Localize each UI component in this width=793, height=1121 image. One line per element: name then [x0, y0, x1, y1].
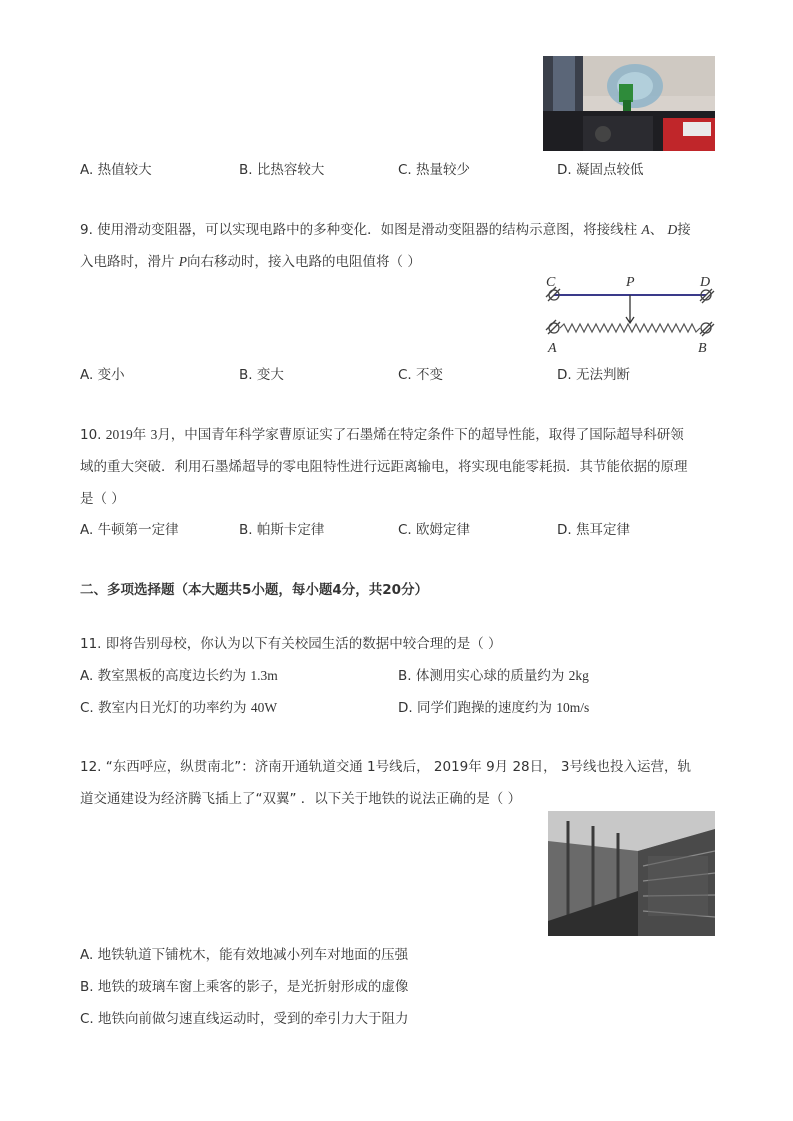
q12-option-a[interactable]: A. 地铁轨道下铺枕木，能有效地减小列车对地面的压强 — [80, 947, 409, 963]
q12-stem-line1: 12. “东西呼应，纵贯南北”：济南开通轨道交通 1号线后， 2019年 9月 28日， 3号线也投入运营，轨 — [80, 759, 692, 775]
q8-option-d[interactable]: D. 凝固点较低 — [557, 162, 644, 178]
q9-text-end: 向右移动时，接入电路的电阻值将（ ） — [187, 254, 421, 270]
q9-sep: 、 — [649, 222, 668, 238]
q10-text: 年 — [132, 427, 151, 443]
q9-stem-line2 — [80, 250, 421, 270]
q10-month: 3 — [150, 427, 158, 442]
q10-year: 2019 — [105, 427, 133, 442]
q10-option-d[interactable]: D. 焦耳定律 — [557, 522, 630, 538]
q11-option-c-value: 40W — [250, 700, 278, 715]
q12-option-b[interactable]: B. 地铁的玻璃车窗上乘客的影子，是光折射形成的虚像 — [80, 979, 409, 995]
q9-label-c: C — [546, 275, 556, 290]
q10-text-rest: 月，中国青年科学家曹原证实了石墨烯在特定条件下的超导性能，取得了国际超导科研领 — [157, 427, 684, 443]
q9-text: 9. 使用滑动变阻器，可以实现电路中的多种变化．如图是滑动变阻器的结构示意图，将接线柱 — [80, 222, 642, 238]
q9-option-a[interactable]: A. 变小 — [80, 367, 125, 383]
q8-option-b[interactable]: B. 比热容较大 — [239, 162, 325, 178]
q10-option-c[interactable]: C. 欧姆定律 — [398, 522, 471, 538]
q11-option-b[interactable] — [398, 664, 589, 684]
q9-terminal-d: D — [667, 222, 678, 237]
section-heading-multiple-choice: 二、多项选择题（本大题共5小题，每小题4分，共20分） — [80, 582, 429, 598]
q11-option-a[interactable] — [80, 664, 278, 684]
q9-text: 入电路时，滑片 — [80, 254, 179, 270]
q9-text-end: 接 — [677, 222, 691, 238]
q11-option-c-text: C. 教室内日光灯的功率约为 — [80, 700, 251, 716]
q8-photo-car-antifreeze — [543, 56, 715, 151]
q10-stem-line1 — [80, 423, 684, 443]
q10-option-a[interactable]: A. 牛顿第一定律 — [80, 522, 179, 538]
q11-option-a-value: 1.3m — [250, 668, 278, 683]
q8-option-c[interactable]: C. 热量较少 — [398, 162, 471, 178]
q11-option-c[interactable] — [80, 696, 277, 716]
q12-photo-subway — [548, 811, 715, 936]
q9-slider-p: P — [178, 254, 188, 269]
q11-option-a-text: A. 教室黑板的高度边长约为 — [80, 668, 251, 684]
q9-label-d: D — [700, 275, 711, 290]
q8-option-a[interactable]: A. 热值较大 — [80, 162, 152, 178]
q11-option-d-value: 10m/s — [556, 700, 590, 715]
q11-option-b-value: 2kg — [568, 668, 589, 683]
q9-label-b: B — [698, 341, 707, 356]
q10-stem-line3: 是（ ） — [80, 491, 125, 507]
q12-stem-line2: 道交通建设为经济腾飞插上了“双翼” ．以下关于地铁的说法正确的是（ ） — [80, 791, 522, 807]
q10-option-b[interactable]: B. 帕斯卡定律 — [239, 522, 325, 538]
q9-stem-line1 — [80, 218, 691, 238]
q11-option-d-text: D. 同学们跑操的速度约为 — [398, 700, 557, 716]
q10-stem-line2: 域的重大突破．利用石墨烯超导的零电阻特性进行远距离输电，将实现电能零耗损．其节能依据的原理 — [80, 459, 688, 475]
q9-rheostat-diagram — [540, 272, 720, 357]
q10-number: 10. — [80, 427, 106, 443]
q9-option-b[interactable]: B. 变大 — [239, 367, 284, 383]
q9-terminal-a: A — [641, 222, 650, 237]
q11-stem: 11. 即将告别母校，你认为以下有关校园生活的数据中较合理的是（ ） — [80, 636, 502, 652]
q11-option-d[interactable] — [398, 696, 589, 716]
q9-label-a: A — [548, 341, 557, 356]
q12-option-c[interactable]: C. 地铁向前做匀速直线运动时，受到的牵引力大于阻力 — [80, 1011, 409, 1027]
q11-option-b-text: B. 体测用实心球的质量约为 — [398, 668, 569, 684]
q9-option-d[interactable]: D. 无法判断 — [557, 367, 630, 383]
q9-option-c[interactable]: C. 不变 — [398, 367, 444, 383]
q9-label-p: P — [626, 275, 635, 290]
